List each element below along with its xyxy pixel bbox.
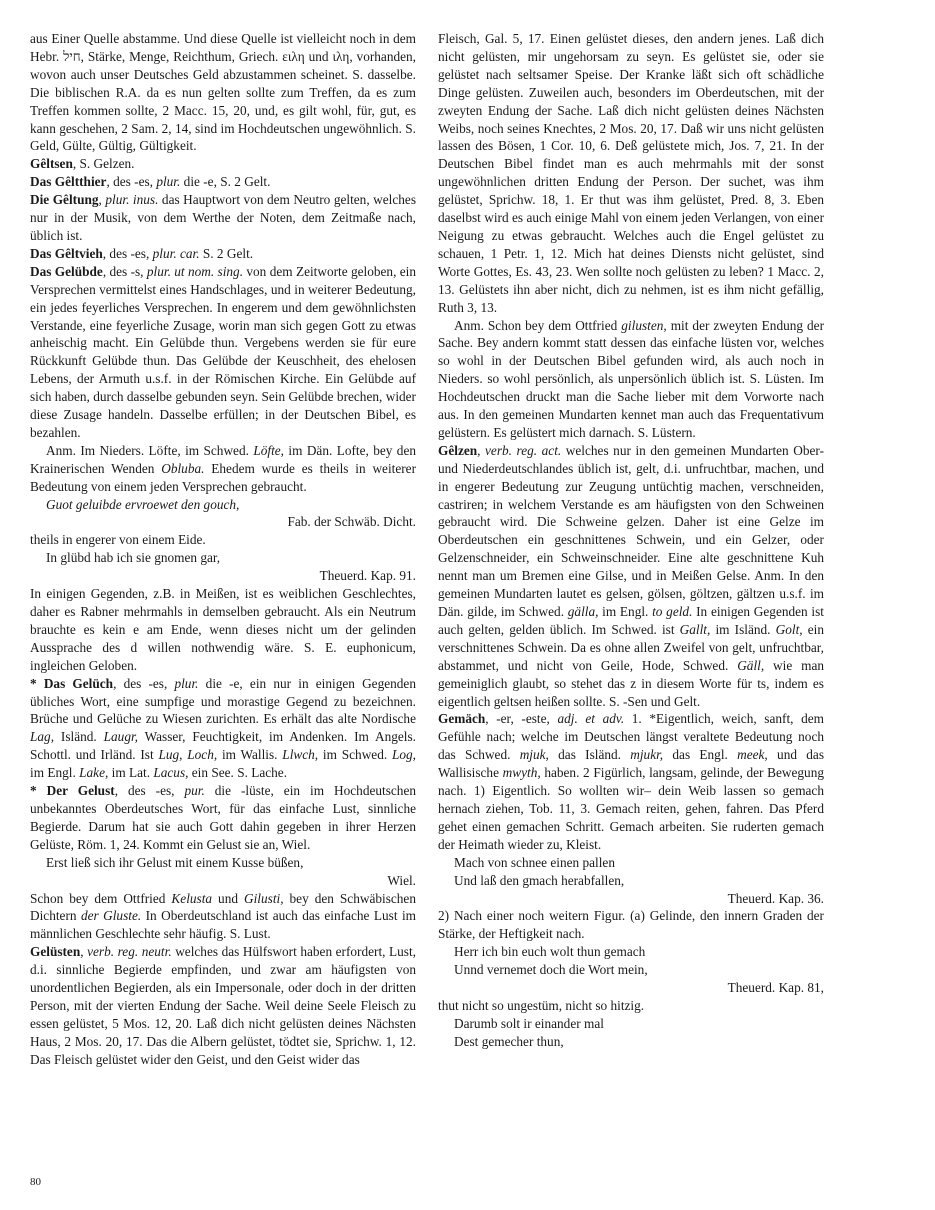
text-run: S. 2 Gelt. <box>199 245 254 261</box>
italic-text: plur. <box>174 675 199 691</box>
text-run: wie man gemeiniglich glaubt, so stehet das z in diesem Worte für ts, indem es eigentlich geltsen heißen sollte. S. -Sen und Gelt. <box>438 657 824 709</box>
text-run: Fleisch, Gal. 5, 17. Einen gelüstet dieses, den andern jenes. Laß dich nicht gelüsten, mir ungehorsam zu seyn. Es gelüstet sie, oder sie gelüstet nach seltsamer Speise. Der Kranke läßt sich oft schädliche Dinge gelüsten. Zuweilen auch, besonders im Oberdeutschen, mit der zweyten Endung der Sache. Laß dich nicht gelüsten deines Nächsten Weibs, noch seines Knechtes, 2 Mos. 20, 17. Daß wir uns nicht gelüsten lassen des Bösen, 1 Cor. 10, 6. Deß gelüstete mich, Jos. 7, 21. In der Deutschen Bibel findet man es auch mehrmahls mit der sonst ungewöhnlichen dritten Endung der Person. Der suchet, was ihm gelüstet, Sprichw. 18, 1. Er thut was ihm gelüstet, Pred. 8, 3. Eben daselbst wird es auch einige Mahl von einem jeden Verlangen, von einer Neigung zu etwas gebraucht. Welches auch die Engel gelüstet zu schauen, 1 Petr. 1, 12. Mich hat deines Diensts nicht gelüstet, sind Worte Gottes, Es. 43, 23. Wen sollte noch gelüsten zu leben? 1 Macc. 2, 13. Gelüstets ihn aber nicht, dich zu nehmen, ist es ihm nicht gefällig, Ruth 3, 13. <box>438 31 824 315</box>
text-run: welches das Hülfswort haben erfordert, Lust, d.i. sinnliche Begierde empfinden, und zwar am häufigsten von unordentlichen Begierden, als ein Impersonale, oder doch in der dritten Person, mit der vierten Endung der Sache. Weil deine Seele Fleisch zu essen gelüstet, 5 Mos. 12, 20. Laß dich nicht gelüsten deines Nächsten Haus, 2 Mos. 20, 17. Das die Albern gelüstet, tödtet sie, Sprichw. 1, 12. Das Fleisch gelüstet wider den Geist, und den Geist wider das <box>30 944 416 1067</box>
text-run: das Hauptwort von dem Neutro gelten, welches nur in der Musik, von dem Werthe der Noten, dem Zeitmaße nach, üblich ist. <box>30 192 416 243</box>
italic-text: der Gluste. <box>80 908 142 924</box>
paragraph <box>30 155 416 173</box>
text-run: bey den Schwäbischen Dichtern <box>30 890 416 924</box>
italic-text: gilusten, <box>621 317 667 333</box>
italic-text: Gallt, <box>679 621 711 637</box>
italic-text: mjukr, <box>630 747 664 763</box>
paragraph <box>30 30 416 155</box>
headword: Das Gêltvieh <box>30 245 103 261</box>
italic-text: plur. car. <box>152 245 200 261</box>
text-run: , <box>477 442 486 458</box>
source-citation <box>30 872 416 890</box>
text-run: ein verschnittenes Schwein. Da es ohne allen Zweifel von gelt, unfruchtbar, abstammet, und nicht von Geile, Hode, Schwed. <box>438 621 824 673</box>
text-run: von dem Zeitworte geloben, ein Versprechen vermittelst eines Handschlages, und in weiterer Bedeutung, ein jedes feyerliches Versprechen. In engerem und dem gewöhnlichsten Verstande, eine feyerliche Zusage, worin man sich gegen Gott zu etwas anheischig macht. Ein Gelübde thun. Vergebens werden sie für eure Rückkunft Gelübde thun. Das Gelübde der Keuschheit, des ehelosen Lebens, der Armuth u.s.f. in der Römischen Kirche. Ein Gelübde auf sich haben, durch dasselbe gebunden seyn. Sein Gelübde brechen, wider diese Zusage handeln. Dasselbe erfüllen; in der Deutschen Bibel, es bezahlen. <box>30 263 417 440</box>
text-run: 2) Nach einer noch weitern Figur. (a) Gelinde, den innern Graden der Stärke, der Heftigkeit nach. <box>438 908 824 942</box>
paragraph <box>438 997 824 1015</box>
italic-text: Llwch, <box>282 747 319 763</box>
paragraph <box>30 191 416 245</box>
italic-text: adj. et adv. <box>557 711 625 727</box>
text-run: und das Wallisische <box>438 747 824 781</box>
text-run: thut nicht so ungestüm, nicht so hitzig. <box>438 997 645 1013</box>
italic-text: meek, <box>737 747 768 763</box>
italic-text: plur. <box>156 174 181 190</box>
text-run: In einigen Gegenden ist auch gelten, gelden üblich. Im Schwed. ist <box>438 604 824 637</box>
paragraph <box>30 263 416 442</box>
right-column <box>438 30 824 1051</box>
source-citation <box>30 567 416 585</box>
verse-line <box>30 496 416 514</box>
italic-text: Golt, <box>775 621 803 637</box>
paragraph <box>438 907 824 943</box>
text-run: Wiel. <box>387 872 416 888</box>
text-run: In einigen Gegenden, z.B. in Meißen, ist es weiblichen Geschlechtes, daher es Rabner mehrmahls in demselben gebraucht. Als ein Neutrum brauchte es kein e am Ende, wenn dieses nicht um der gelinden Aussprache des d willen nothwendig wäre. S. E. euphonicum, ingleichen Geloben. <box>30 586 416 673</box>
text-run: , -er, -este, <box>485 711 558 727</box>
text-run: aus Einer Quelle abstamme. Und diese Quelle ist vielleicht noch in dem Hebr. חיל, Stärke, Menge, Reichthum, Griech. ειλη und ιλη, vorhanden, wovon auch unser Deutsches Geld abzustammen scheinet. S. dasselbe. Die biblischen R.A. da es nun gelten sollte zum Treffen, da es zum Treffen kommen sollte, 2 Macc. 15, 20, und, es gilt wohl, für, gut, es kann geschehen, 2 Sam. 2, 14, sind im Hochdeutschen ungewöhnlich. S. Geld, Gülte, Gültig, Gültigkeit. <box>30 31 417 154</box>
text-run: im Wallis. <box>217 747 283 763</box>
italic-text: Lacus, <box>153 765 189 781</box>
italic-text: Löfte, <box>253 442 284 458</box>
text-run: im Dän. Lofte, bey den Krainerischen Wenden <box>30 442 417 476</box>
headword: * Das Gelüch <box>30 675 114 691</box>
verse-line <box>30 854 416 872</box>
italic-text: Gäll, <box>737 657 765 673</box>
italic-text: gälla, <box>567 604 599 619</box>
verse-line <box>438 1015 824 1033</box>
text-run: , des -s, <box>102 263 147 279</box>
text-run: , des -es, <box>106 174 157 190</box>
verse-line <box>438 961 824 979</box>
text-run: Und laß den gmach herabfallen, <box>454 872 625 888</box>
text-run: In glübd hab ich sie gnomen gar, <box>46 550 221 566</box>
paragraph <box>438 442 824 711</box>
italic-text: Guot geluibde ervroewet den gouch, <box>46 496 240 512</box>
text-run: Theuerd. Kap. 91. <box>319 568 416 584</box>
text-run: im Lat. <box>108 765 154 781</box>
text-run: 1. *Eigentlich, weich, sanft, dem Gefühle nach; welche im Deutschen längst veraltete Bedeutung noch das Schwed. <box>438 711 824 763</box>
text-run: Unnd vernemet doch die Wort mein, <box>454 962 648 978</box>
verse-line <box>438 872 824 890</box>
source-citation <box>438 979 824 997</box>
text-run: , des -es, <box>114 783 185 799</box>
text-run: die -lüste, ein im Hochdeutschen unbekanntes Oberdeutsches Wort, für das einfache Lust, sinnliche Begierde. Darum hat sie auch Gott dahin gegeben in ihrer Herzen Gelüste, Röm. 1, 24. Kommt ein Gelust sie an, Wiel. <box>30 783 416 852</box>
italic-text: Log, <box>391 747 416 763</box>
text-run: die -e, S. 2 Gelt. <box>180 174 271 190</box>
text-run: welches nur in den gemeinen Mundarten Ober- und Niederdeutschlandes üblich ist, gelt, d.i. unfruchtbar, machen, und in engerer Bedeutung zur Zeugung untüchtig machen, verschneiden, castriren; in welchem Verstande es am häufigsten von den Schweinen gebraucht wird. Die Schweine gelzen. Daher ist eine Gelze im Oberdeutschen ein geschnittenes Schwein, und ein Gelzer, oder Gelzenschneider, ein Schweinschneider. Eine alte geschnittene Kuh nennt man um Bremen eine Gilse, und in Meißen Gelse. Anm. In den gemeinen Mundarten lautet es gelsen, gölsen, göltzen, gältzen u.s.f. im Dän. gilde, im Schwed. <box>438 442 824 619</box>
paragraph <box>30 585 416 675</box>
text-run: Herr ich bin euch wolt thun gemach <box>454 944 646 960</box>
italic-text: Lake, <box>79 765 109 781</box>
text-run: im Isländ. <box>710 621 776 637</box>
text-run: , des -es, <box>102 245 153 261</box>
italic-text: verb. reg. neutr. <box>87 944 172 960</box>
italic-text: mjuk, <box>519 747 549 763</box>
headword: Das Gêltthier <box>30 174 107 190</box>
text-run: Ehedem wurde es theils in weiterer Bedeutung von einem jeden Versprechen gebraucht. <box>30 460 416 494</box>
text-run: , S. Gelzen. <box>72 156 135 172</box>
text-run: Theuerd. Kap. 81, <box>727 980 824 996</box>
paragraph <box>30 531 416 549</box>
headword: Gemäch <box>438 711 486 727</box>
paragraph <box>438 30 824 317</box>
text-run: im Engl. <box>598 604 653 619</box>
paragraph <box>30 245 416 263</box>
text-run: Isländ. <box>54 729 104 745</box>
text-run: , <box>80 944 88 960</box>
verse-line <box>438 1033 824 1051</box>
paragraph <box>30 890 416 944</box>
headword: Gelüsten <box>30 944 81 960</box>
text-run: Anm. Schon bey dem Ottfried <box>454 317 622 333</box>
italic-text: Lug, Loch, <box>158 747 218 763</box>
italic-text: Laugr, <box>103 729 138 745</box>
text-run: , des -es, <box>113 675 175 691</box>
headword: Das Gelübde <box>30 263 103 279</box>
paragraph <box>438 317 824 442</box>
page-number: 80 <box>30 1176 41 1188</box>
italic-text: Gilusti, <box>244 890 284 906</box>
headword: Gêlzen <box>438 442 478 458</box>
text-run: und <box>212 890 244 906</box>
text-run: im Schwed. <box>318 747 392 763</box>
source-citation <box>438 890 824 908</box>
text-run: Mach von schnee einen pallen <box>454 854 615 870</box>
text-run: Dest gemecher thun, <box>454 1033 564 1049</box>
italic-text: Obluba. <box>161 460 205 476</box>
italic-text: to geld. <box>652 604 693 619</box>
text-run: das Isländ. <box>548 747 631 763</box>
italic-text: Lag, <box>30 729 55 745</box>
text-run: Theuerd. Kap. 36. <box>727 890 824 906</box>
paragraph <box>30 173 416 191</box>
paragraph <box>30 442 416 496</box>
paragraph <box>30 943 416 1068</box>
italic-text: mwyth, <box>502 765 541 781</box>
left-column <box>30 30 416 1069</box>
verse-line <box>438 854 824 872</box>
text-run: haben. 2 Figürlich, langsam, gelinde, der Bewegung nach. 1) Eigentlich. So wollten wir– dein Weib lassen so gemach hernach ziehen, Tob. 11, 3. Gemach reiten, gehen, fahren. Das Pferd gehet einen gemachen Schritt. Gemach arbeiten. Sie ruderten gemach der Heimath wieder zu, Kleist. <box>438 765 824 852</box>
text-run: im Engl. <box>30 765 80 781</box>
headword: Gêltsen <box>30 156 73 172</box>
text-run: , <box>98 192 106 208</box>
italic-text: verb. reg. act. <box>485 442 562 458</box>
text-run: Wasser, Feuchtigkeit, im Andenken. Im Angels. Schottl. und Irländ. Ist <box>30 729 417 763</box>
text-run: Erst ließ sich ihr Gelust mit einem Kusse büßen, <box>46 854 304 870</box>
source-citation <box>30 513 416 531</box>
italic-text: Kelusta <box>171 890 213 906</box>
text-run: Anm. Im Nieders. Löfte, im Schwed. <box>46 442 254 458</box>
paragraph <box>438 710 824 853</box>
paragraph <box>30 782 416 854</box>
verse-line <box>438 943 824 961</box>
text-run: In Oberdeutschland ist auch das einfache Lust im männlichen Geschlechte sehr häufig. S. Lust. <box>30 908 416 942</box>
verse-line <box>30 549 416 567</box>
italic-text: plur. inus. <box>105 192 159 208</box>
italic-text: pur. <box>184 783 205 799</box>
headword: * Der Gelust <box>30 783 115 799</box>
italic-text: plur. ut nom. sing. <box>146 263 244 279</box>
text-run: Fab. der Schwäb. Dicht. <box>287 514 416 530</box>
text-run: theils in engerer von einem Eide. <box>30 532 206 548</box>
text-run: mit der zweyten Endung der Sache. Bey andern kommt statt dessen das einfache lüsten vor, welches so wohl in der Deutschen Bibel gefunden wird, als auch noch in Nieders. so wohl persönlich, als unpersönlich üblich ist. S. Lüsten. Im Hochdeutschen druckt man die Sache lieber mit dem Vorworte nach aus. In den gemeinen Mundarten kennet man auch das Frequentativum gelüstern. Es gelüstert mich darnach. S. Lüstern. <box>438 317 824 440</box>
headword: Die Gêltung <box>30 192 99 208</box>
text-run: das Engl. <box>663 747 738 763</box>
text-run: Schon bey dem Ottfried <box>30 890 172 906</box>
text-run: die -e, ein nur in einigen Gegenden übliches Wort, eine sumpfige und morastige Gegend zu bezeichnen. Brüche und Gelüche zu Wiesen zurichten. Es erhält das alte Nordische <box>30 675 416 727</box>
paragraph <box>30 675 416 782</box>
text-run: Darumb solt ir einander mal <box>454 1015 604 1031</box>
text-run: ein See. S. Lache. <box>188 765 288 781</box>
